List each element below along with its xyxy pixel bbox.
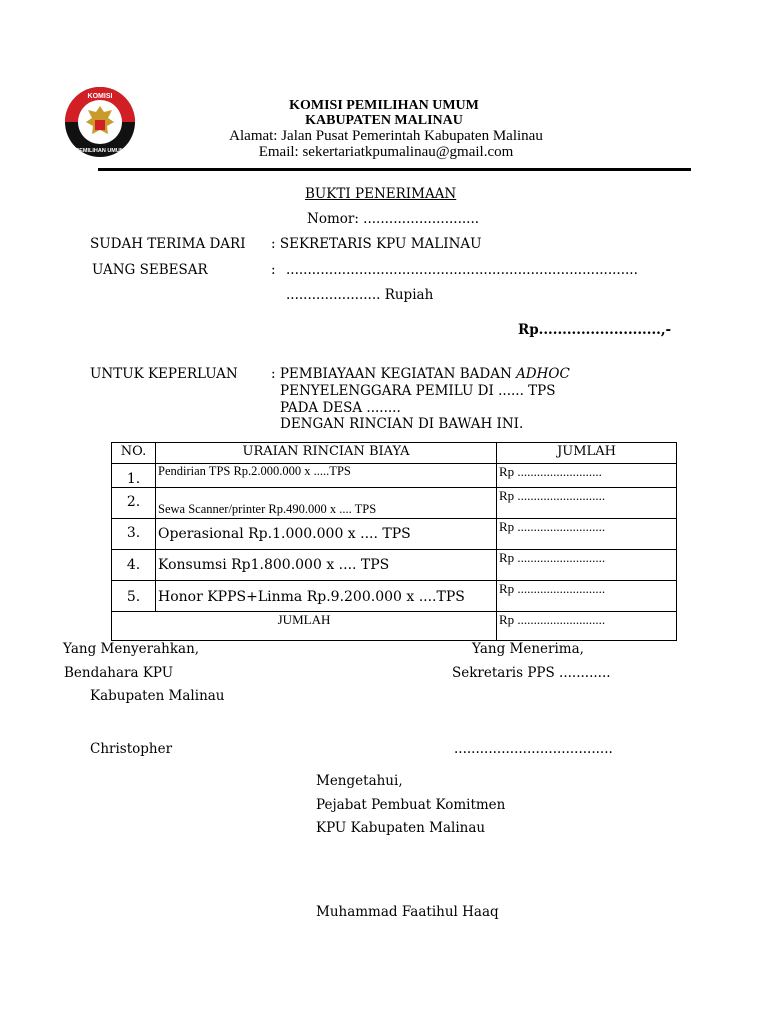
receiver-name-line: ..................................... bbox=[454, 741, 613, 757]
giver-name: Christopher bbox=[90, 741, 173, 757]
table-header-row bbox=[112, 443, 677, 464]
received-from-label: SUDAH TERIMA DARI bbox=[90, 236, 246, 252]
receiver-heading: Yang Menerima, bbox=[472, 641, 584, 657]
row-uraian: Konsumsi Rp1.800.000 x .... TPS bbox=[156, 550, 497, 581]
cost-breakdown-table bbox=[111, 442, 677, 641]
row-no: 1. bbox=[112, 464, 156, 488]
row-uraian: Sewa Scanner/printer Rp.490.000 x .... TPS bbox=[156, 488, 497, 519]
org-region: KABUPATEN MALINAU bbox=[305, 113, 463, 128]
amount-rupiah-line: ...................... Rupiah bbox=[286, 287, 434, 303]
giver-role: Bendahara KPU bbox=[64, 665, 174, 681]
row-no: 2. bbox=[112, 488, 156, 519]
table-row bbox=[112, 581, 677, 612]
row-jumlah: Rp ........................... bbox=[497, 488, 677, 519]
total-label: JUMLAH bbox=[112, 612, 497, 641]
row-jumlah: Rp ........................... bbox=[497, 550, 677, 581]
svg-text:KOMISI: KOMISI bbox=[87, 93, 113, 100]
acknowledger-name: Muhammad Faatihul Haaq bbox=[316, 904, 499, 920]
purpose-line-1 bbox=[271, 366, 570, 382]
row-no: 5. bbox=[112, 581, 156, 612]
purpose-line-1-text: : PEMBIAYAAN KEGIATAN BADAN bbox=[271, 366, 517, 382]
amount-label: UANG SEBESAR bbox=[92, 262, 208, 278]
receiver-role: Sekretaris PPS ............ bbox=[452, 665, 611, 681]
purpose-line-2: PENYELENGGARA PEMILU DI ...... TPS bbox=[280, 383, 556, 399]
document-number: Nomor: ........................... bbox=[307, 211, 480, 227]
svg-text:PEMILIHAN UMUM: PEMILIHAN UMUM bbox=[75, 148, 125, 154]
giver-office: Kabupaten Malinau bbox=[90, 688, 225, 704]
row-uraian: Operasional Rp.1.000.000 x .... TPS bbox=[156, 519, 497, 550]
table-row bbox=[112, 550, 677, 581]
purpose-adhoc-text: ADHOC bbox=[516, 366, 570, 382]
header-divider bbox=[98, 168, 691, 171]
acknowledger-heading: Mengetahui, bbox=[316, 773, 403, 789]
purpose-line-4: DENGAN RINCIAN DI BAWAH INI. bbox=[280, 416, 524, 432]
org-name: KOMISI PEMILIHAN UMUM bbox=[289, 98, 479, 113]
received-from-value: : SEKRETARIS KPU MALINAU bbox=[271, 236, 482, 252]
col-header-jumlah: JUMLAH bbox=[497, 443, 677, 464]
amount-colon: : bbox=[271, 262, 276, 278]
row-no: 3. bbox=[112, 519, 156, 550]
row-uraian: Honor KPPS+Linma Rp.9.200.000 x ....TPS bbox=[156, 581, 497, 612]
total-value: Rp ........................... bbox=[497, 612, 677, 641]
row-no: 4. bbox=[112, 550, 156, 581]
amount-words-line: .................................................................................. bbox=[286, 262, 638, 278]
table-row bbox=[112, 464, 677, 488]
amount-total-rp: Rp..........................,- bbox=[518, 322, 672, 338]
acknowledger-office: KPU Kabupaten Malinau bbox=[316, 820, 486, 836]
org-email: Email: sekertariatkpumalinau@gmail.com bbox=[258, 144, 514, 160]
row-jumlah: Rp .......................... bbox=[497, 464, 677, 488]
purpose-label: UNTUK KEPERLUAN bbox=[90, 366, 238, 382]
col-header-no: NO. bbox=[112, 443, 156, 464]
purpose-line-3: PADA DESA ........ bbox=[280, 400, 401, 416]
acknowledger-role: Pejabat Pembuat Komitmen bbox=[316, 797, 506, 813]
row-jumlah: Rp ........................... bbox=[497, 519, 677, 550]
table-row bbox=[112, 519, 677, 550]
document-title: BUKTI PENERIMAAN bbox=[305, 186, 457, 202]
col-header-uraian: URAIAN RINCIAN BIAYA bbox=[156, 443, 497, 464]
row-uraian: Pendirian TPS Rp.2.000.000 x .....TPS bbox=[156, 464, 497, 488]
giver-heading: Yang Menyerahkan, bbox=[63, 641, 200, 657]
table-row bbox=[112, 488, 677, 519]
org-address: Alamat: Jalan Pusat Pemerintah Kabupaten Malinau bbox=[229, 128, 543, 144]
row-jumlah: Rp ........................... bbox=[497, 581, 677, 612]
table-total-row bbox=[112, 612, 677, 641]
